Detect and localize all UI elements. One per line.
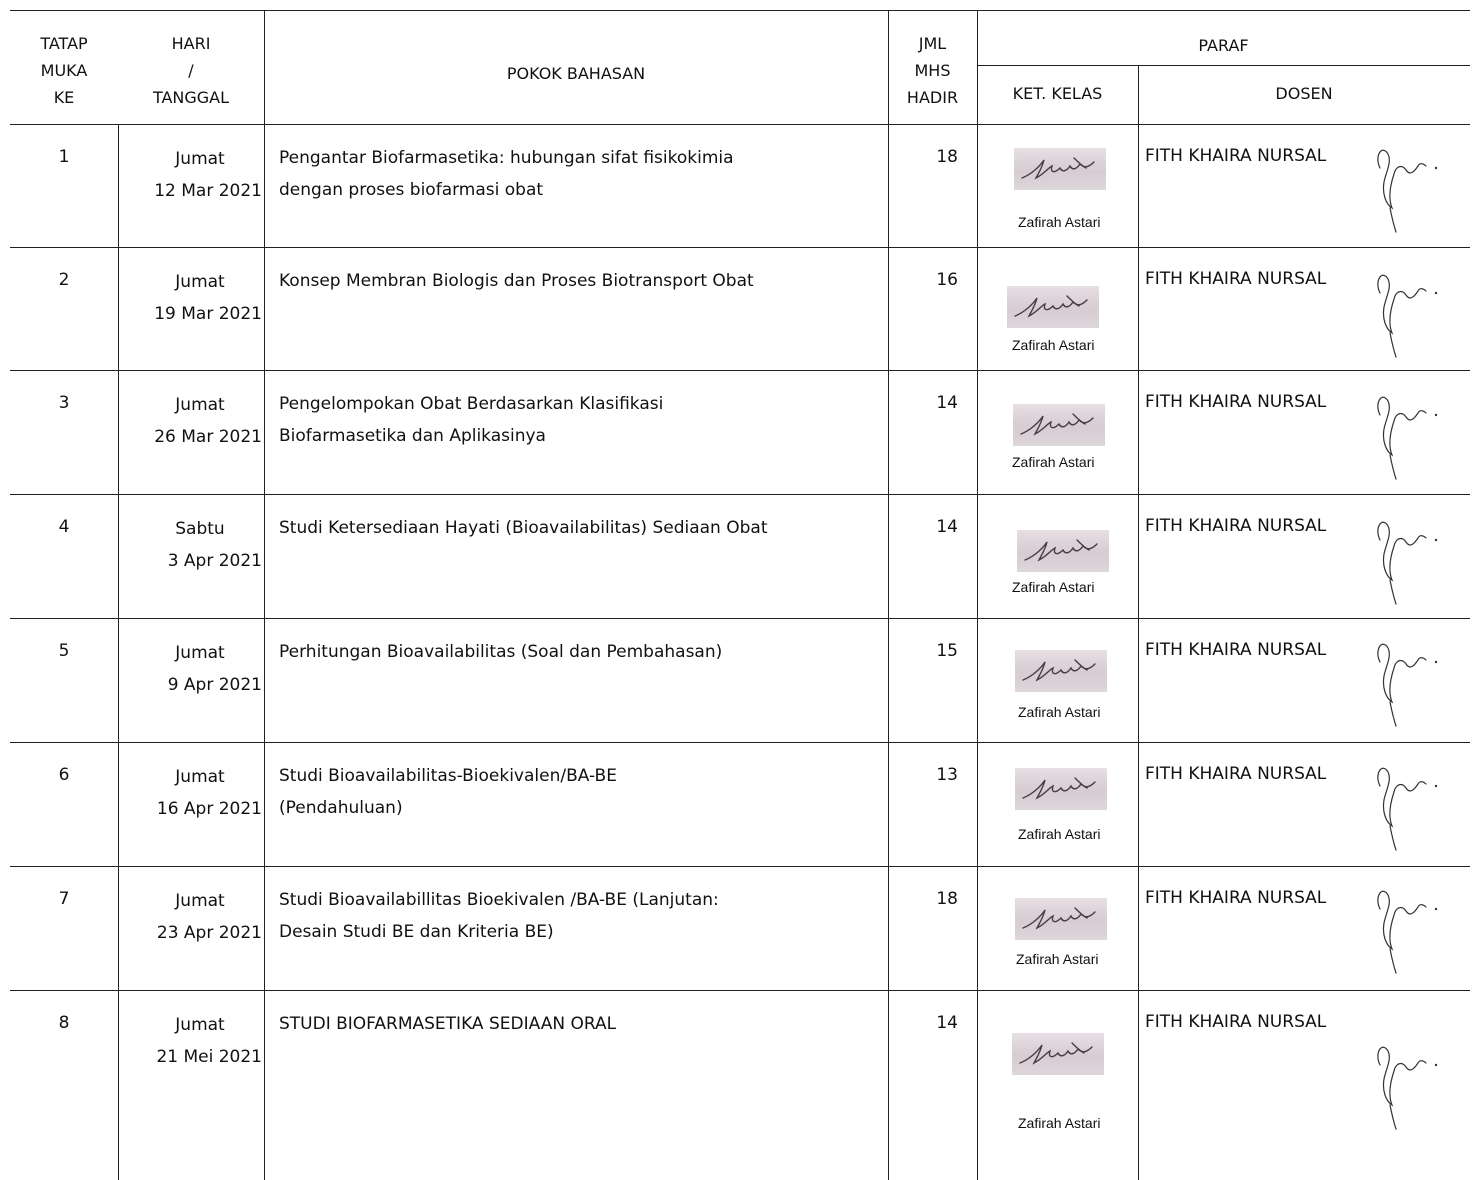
lecturer-signature-image [1360,510,1440,609]
paraf-divider [977,65,1470,66]
session-date: 16 Apr 2021 [156,799,262,819]
class-rep-signature-image [1007,286,1099,328]
header-tatap: TATAP MUKA KE [40,34,88,107]
attendance-count: 18 [936,147,958,167]
class-rep-signature-image [1014,148,1106,190]
header-dosen: DOSEN [1275,84,1333,103]
session-day: Jumat [175,395,225,415]
lecturer-signature-image [1360,632,1440,731]
topic-line: Pengelompokan Obat Berdasarkan Klasifikasi [279,394,664,414]
attendance-count: 13 [936,765,958,785]
lecturer-signature-image [1360,1035,1440,1134]
topic-line: Studi Ketersediaan Hayati (Bioavailabilitas) Sediaan Obat [279,518,768,538]
topic-line: Studi Bioavailabillitas Bioekivalen /BA-BE (Lanjutan: [279,890,719,910]
col-divider [1138,66,1139,1180]
lecturer-signature-image [1360,263,1440,362]
session-number: 8 [58,1013,70,1033]
session-day: Jumat [175,149,225,169]
session-date: 12 Mar 2021 [154,181,262,201]
class-rep-name: Zafirah Astari [1018,826,1101,842]
session-day: Jumat [175,272,225,292]
header-jml-mhs-hadir: JML MHS HADIR [906,34,959,107]
class-rep-name: Zafirah Astari [1012,579,1095,595]
topic-line: Perhitungan Bioavailabilitas (Soal dan Pembahasan) [279,642,723,662]
row-divider [10,990,1470,991]
lecturer-name: FITH KHAIRA NURSAL [1145,888,1327,908]
topic-line: (Pendahuluan) [279,798,403,818]
session-day: Jumat [175,1015,225,1035]
lecturer-name: FITH KHAIRA NURSAL [1145,392,1327,412]
session-number: 7 [58,889,70,909]
lecturer-name: FITH KHAIRA NURSAL [1145,1012,1327,1032]
class-rep-signature-image [1015,768,1107,810]
attendance-count: 15 [936,641,958,661]
lecturer-name: FITH KHAIRA NURSAL [1145,146,1327,166]
topic-line: Desain Studi BE dan Kriteria BE) [279,922,554,942]
topic-line: Konsep Membran Biologis dan Proses Biotransport Obat [279,271,754,291]
session-date: 23 Apr 2021 [156,923,262,943]
topic-line: dengan proses biofarmasi obat [279,180,544,200]
header-pokok-bahasan: POKOK BAHASAN [506,64,646,83]
class-rep-signature-image [1012,1033,1104,1075]
session-day: Jumat [175,767,225,787]
topic-line: STUDI BIOFARMASETIKA SEDIAAN ORAL [279,1014,617,1034]
row-divider [10,370,1470,371]
class-rep-signature-image [1013,404,1105,446]
row-divider [10,494,1470,495]
session-day: Sabtu [175,519,225,539]
class-rep-name: Zafirah Astari [1018,1115,1101,1131]
lecturer-signature-image [1360,879,1440,978]
attendance-count: 14 [936,1013,958,1033]
class-rep-signature-image [1015,650,1107,692]
row-divider [10,742,1470,743]
class-rep-name: Zafirah Astari [1016,951,1099,967]
session-day: Jumat [175,891,225,911]
lecturer-name: FITH KHAIRA NURSAL [1145,269,1327,289]
class-rep-signature-image [1015,898,1107,940]
session-date: 19 Mar 2021 [154,304,262,324]
session-number: 2 [58,270,70,290]
row-divider [10,247,1470,248]
lecturer-name: FITH KHAIRA NURSAL [1145,764,1327,784]
session-date: 3 Apr 2021 [167,551,262,571]
col-divider [888,10,889,1180]
attendance-count: 16 [936,270,958,290]
lecturer-name: FITH KHAIRA NURSAL [1145,640,1327,660]
col-divider [977,10,978,1180]
class-rep-name: Zafirah Astari [1018,704,1101,720]
table-top-border [10,10,1470,11]
session-date: 9 Apr 2021 [167,675,262,695]
class-rep-name: Zafirah Astari [1018,214,1101,230]
row-divider [10,866,1470,867]
attendance-count: 18 [936,889,958,909]
session-date: 21 Mei 2021 [156,1047,262,1067]
session-number: 5 [58,641,70,661]
topic-line: Biofarmasetika dan Aplikasinya [279,426,546,446]
row-divider [10,618,1470,619]
header-hari-tanggal: HARI / TANGGAL [152,34,230,107]
class-rep-name: Zafirah Astari [1012,454,1095,470]
session-number: 1 [58,147,70,167]
header-bottom-border [10,124,1470,125]
session-number: 4 [58,517,70,537]
session-date: 26 Mar 2021 [154,427,262,447]
lecturer-name: FITH KHAIRA NURSAL [1145,516,1327,536]
lecturer-signature-image [1360,756,1440,855]
header-ket-kelas: KET. KELAS [1012,84,1103,103]
session-day: Jumat [175,643,225,663]
session-number: 6 [58,765,70,785]
col-divider [264,10,265,1180]
topic-line: Pengantar Biofarmasetika: hubungan sifat fisikokimia [279,148,734,168]
attendance-count: 14 [936,393,958,413]
header-paraf: PARAF [1198,36,1249,55]
attendance-count: 14 [936,517,958,537]
topic-line: Studi Bioavailabilitas-Bioekivalen/BA-BE [279,766,617,786]
session-number: 3 [58,393,70,413]
class-rep-signature-image [1017,530,1109,572]
lecturer-signature-image [1360,138,1440,237]
lecturer-signature-image [1360,385,1440,484]
class-rep-name: Zafirah Astari [1012,337,1095,353]
col-divider [118,125,119,1180]
